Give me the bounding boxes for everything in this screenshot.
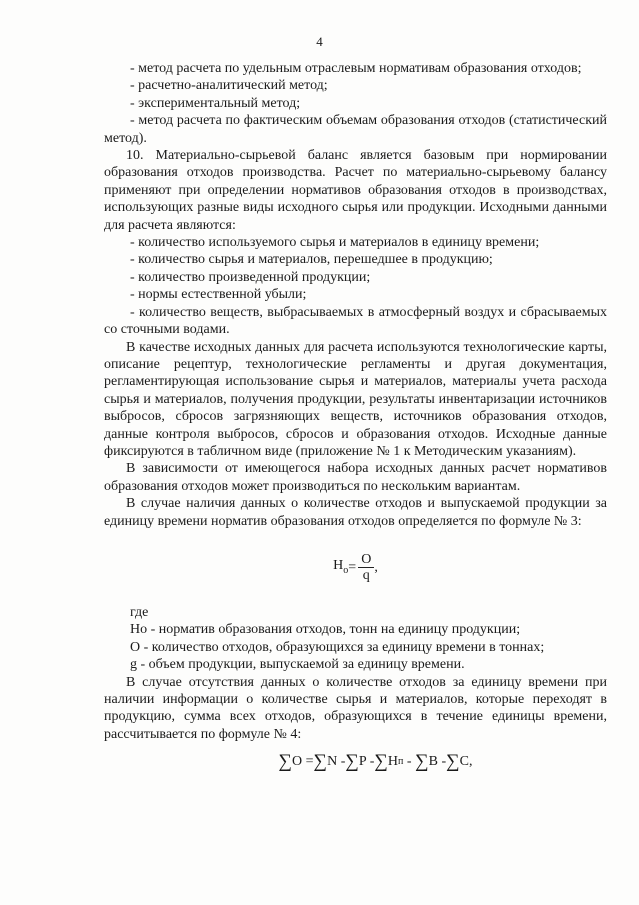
where-label: где — [130, 604, 149, 620]
paragraph-10: 10. Материально-сырьевой баланс является базовым при нормировании образования отходов производства. Расчет по материально-сырьевому балансу применяют при определении нормативов образования отходов в производствах, использующих разные виды исходного сырья или продукции. Исходными данными для расчета являются: — [104, 148, 607, 233]
input-item-1: - количество используемого сырья и материалов в единицу времени; — [130, 235, 540, 251]
paragraph-variants: В зависимости от имеющегося набора исходных данных расчет нормативов образования отходов может производиться по нескольким вариантам. — [104, 461, 607, 494]
formula-3-fraction — [358, 552, 374, 583]
formula-3-equals: = — [348, 560, 357, 576]
input-item-3: - количество произведенной продукции; — [130, 269, 371, 285]
paragraph-case-2: В случае отсутствия данных о количестве отходов за единицу времени при наличии информации о количестве сырья и материалов, которые переходят в продукцию, сумма всех отходов, образующихся в течение единицы времени, рассчитывается по формуле № 4: — [104, 674, 607, 742]
document-body — [104, 60, 607, 771]
sum-symbol: ∑ — [345, 750, 359, 772]
definition-ho: Hо - норматив образования отходов, тонн на единицу продукции; — [130, 622, 521, 638]
formula-3-denominator: q — [362, 568, 370, 584]
paragraph-case-1: В случае наличия данных о количестве отходов и выпускаемой продукции за единицу времени норматив образования отходов определяется по формуле № 3: — [104, 496, 607, 529]
formula-3 — [104, 536, 607, 600]
method-item-1: - метод расчета по удельным отраслевым нормативам образования отходов; — [130, 61, 582, 76]
formula-3-numerator: O — [358, 552, 374, 568]
formula-3-trail: , — [374, 560, 378, 576]
definition-g: g - объем продукции, выпускаемой за единицу времени. — [130, 657, 465, 673]
input-item-4: - нормы естественной убыли; — [130, 287, 307, 303]
method-item-3: - экспериментальный метод; — [130, 95, 301, 111]
method-item-4: - метод расчета по фактическим объемам образования отходов (статистический метод). — [104, 113, 607, 146]
sum-symbol: ∑ — [446, 750, 460, 772]
sum-symbol: ∑ — [278, 750, 293, 772]
definition-o: О - количество отходов, образующихся за единицу времени в тоннах; — [130, 639, 545, 655]
formula-3-lhs: $H_о$ — [333, 557, 349, 576]
sum-symbol: ∑ — [313, 750, 328, 772]
paragraph-source-data: В качестве исходных данных для расчета используются технологические карты, описание рецептур, технологические регламенты и другая документация, регламентирующая использование сырья и материалов, материалы учета расхода сырья и материалов, получения продукции, результаты инвентаризации источников выбросов, сбросов загрязняющих веществ, источников образования отходов, данные контроля выбросов, сбросов и образования отходов. Исходные данные фиксируются в табличном виде (приложение № 1 к Методическим указаниям). — [104, 339, 607, 459]
sum-symbol: ∑ — [415, 750, 429, 772]
method-item-2: - расчетно-аналитический метод; — [130, 78, 328, 94]
sum-symbol: ∑ — [374, 750, 388, 772]
input-item-2: - количество сырья и материалов, перешедшее в продукцию; — [130, 252, 493, 268]
input-item-5: - количество веществ, выбрасываемых в атмосферный воздух и сбрасываемых со сточными водами. — [104, 304, 607, 338]
formula-4: ∑ O = ∑ N - ∑ P - ∑ H п - ∑ B - ∑ C, — [278, 750, 473, 772]
page-number: 4 — [316, 34, 323, 49]
